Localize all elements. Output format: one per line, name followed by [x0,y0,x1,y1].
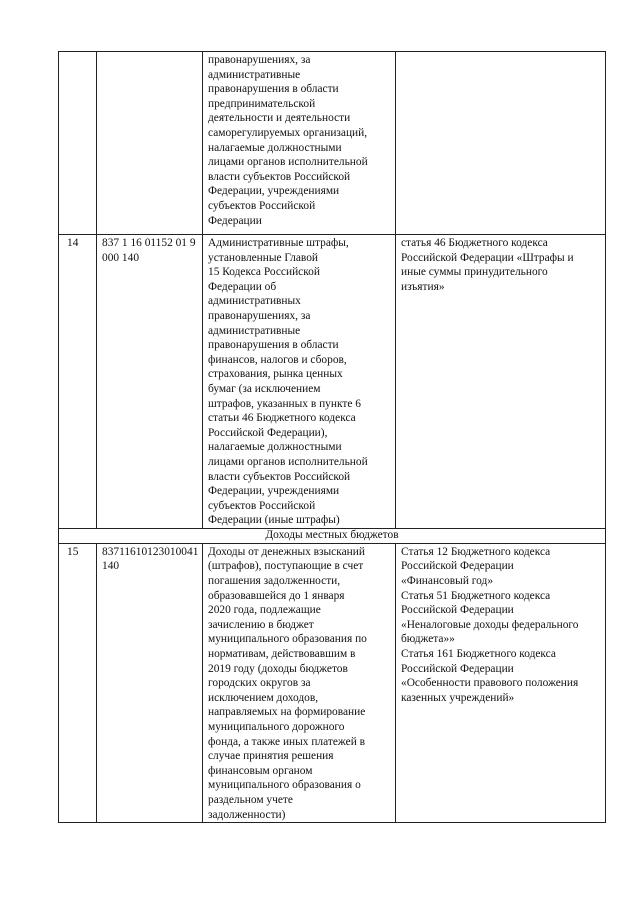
text-line: налагаемые должностными [208,141,342,154]
text-line: Федерации, учреждениями [208,185,340,198]
text-line: финансовым органом [208,764,313,777]
text-line: муниципального дорожного [208,721,345,733]
text-line: предпринимательской [208,97,316,110]
text-line: направляемых на формирование [208,706,366,719]
text-line: лицами органов исполнительной [208,455,368,468]
text-line: Федерации (иные штрафы) [208,514,340,527]
section-title: Доходы местных бюджетов [59,528,606,543]
text-line: исключением доходов, [208,691,319,704]
revenue-description [203,235,396,529]
text-line: муниципального образования по [208,633,367,646]
revenue-table [58,51,606,823]
text-line: правонарушениях, за [208,54,311,66]
text-line: 2020 года, подлежащие [208,604,321,617]
text-line: Федерации об [208,280,277,293]
table-row [59,543,606,822]
text-line: власти субъектов Российской [208,470,351,483]
text-line: Российской Федерации [401,560,514,573]
text-line: Российской Федерации «Штрафы и [401,251,574,264]
document-page [58,51,606,823]
text-line: административные [208,68,301,81]
text-line: городских округов за [208,677,311,690]
text-line: статьи 46 Бюджетного кодекса [208,412,356,425]
text-line: погашения задолженности, [208,575,341,588]
row-number: 15 [59,543,97,822]
text-line: деятельности и деятельности [208,112,351,125]
text-line: Российской Федерации [401,662,514,675]
text-line: административные [208,324,301,337]
text-line: штрафов, указанных в пункте 6 [208,397,361,410]
text-line: иные суммы принудительного [401,266,548,279]
text-line: установленные Главой [208,251,318,264]
text-line: лицами органов исполнительной [208,156,368,169]
text-line: финансов, налогов и сборов, [208,353,347,366]
text-line: муниципального образования о [208,779,361,792]
revenue-description [203,543,396,822]
text-line: бумаг (за исключением [208,382,321,395]
text-line: Статья 161 Бюджетного кодекса [401,648,556,661]
text-line: казенных учреждений» [401,691,515,704]
text-line: случае принятия решения [208,750,334,763]
text-line: 15 Кодекса Российской [208,266,320,279]
table-row [59,52,606,235]
text-line: Российской Федерации [401,604,514,617]
text-line: правонарушения в области [208,83,339,96]
text-line: «Финансовый год» [401,575,494,588]
text-line: страхования, рынка ценных [208,368,343,381]
text-line: Федерации [208,214,262,227]
text-line: «Неналоговые доходы федерального [401,618,579,631]
budget-code: 83711610123010041140 [97,543,203,822]
text-line: саморегулируемых организаций, [208,126,368,139]
legal-basis [396,52,606,235]
text-line: изъятия» [401,280,445,293]
text-line: 2019 году (доходы бюджетов [208,662,348,675]
text-line: бюджета»» [401,633,455,646]
text-line: образовавшейся до 1 января [208,589,345,602]
text-line: Доходы от денежных взысканий [208,545,365,558]
legal-basis [396,543,606,822]
budget-code: 837 1 16 01152 01 9000 140 [97,235,203,529]
text-line: Статья 51 Бюджетного кодекса [401,589,551,602]
budget-code [97,52,203,235]
row-number [59,52,97,235]
text-line: зачислению в бюджет [208,618,314,631]
table-row [59,235,606,529]
text-line: правонарушения в области [208,339,339,352]
text-line: Федерации, учреждениями [208,485,340,498]
legal-basis [396,235,606,529]
text-line: Административные штрафы, [208,237,349,249]
revenue-description [203,52,396,235]
text-line: задолженности) [208,808,286,821]
text-line: Статья 12 Бюджетного кодекса [401,545,551,558]
text-line: субъектов Российской [208,499,316,512]
text-line: власти субъектов Российской [208,170,351,183]
text-line: (штрафов), поступающие в счет [208,560,364,573]
text-line: фонда, а также иных платежей в [208,735,366,748]
text-line: налагаемые должностными [208,441,342,454]
text-line: Российской Федерации), [208,426,328,439]
section-header-row [59,528,606,543]
text-line: субъектов Российской [208,199,316,212]
text-line: «Особенности правового положения [401,677,579,690]
text-line: административных [208,295,301,308]
text-line: статья 46 Бюджетного кодекса [401,237,548,249]
row-number: 14 [59,235,97,529]
text-line: правонарушениях, за [208,309,311,322]
text-line: нормативам, действовавшим в [208,648,356,661]
text-line: раздельном учете [208,793,293,806]
